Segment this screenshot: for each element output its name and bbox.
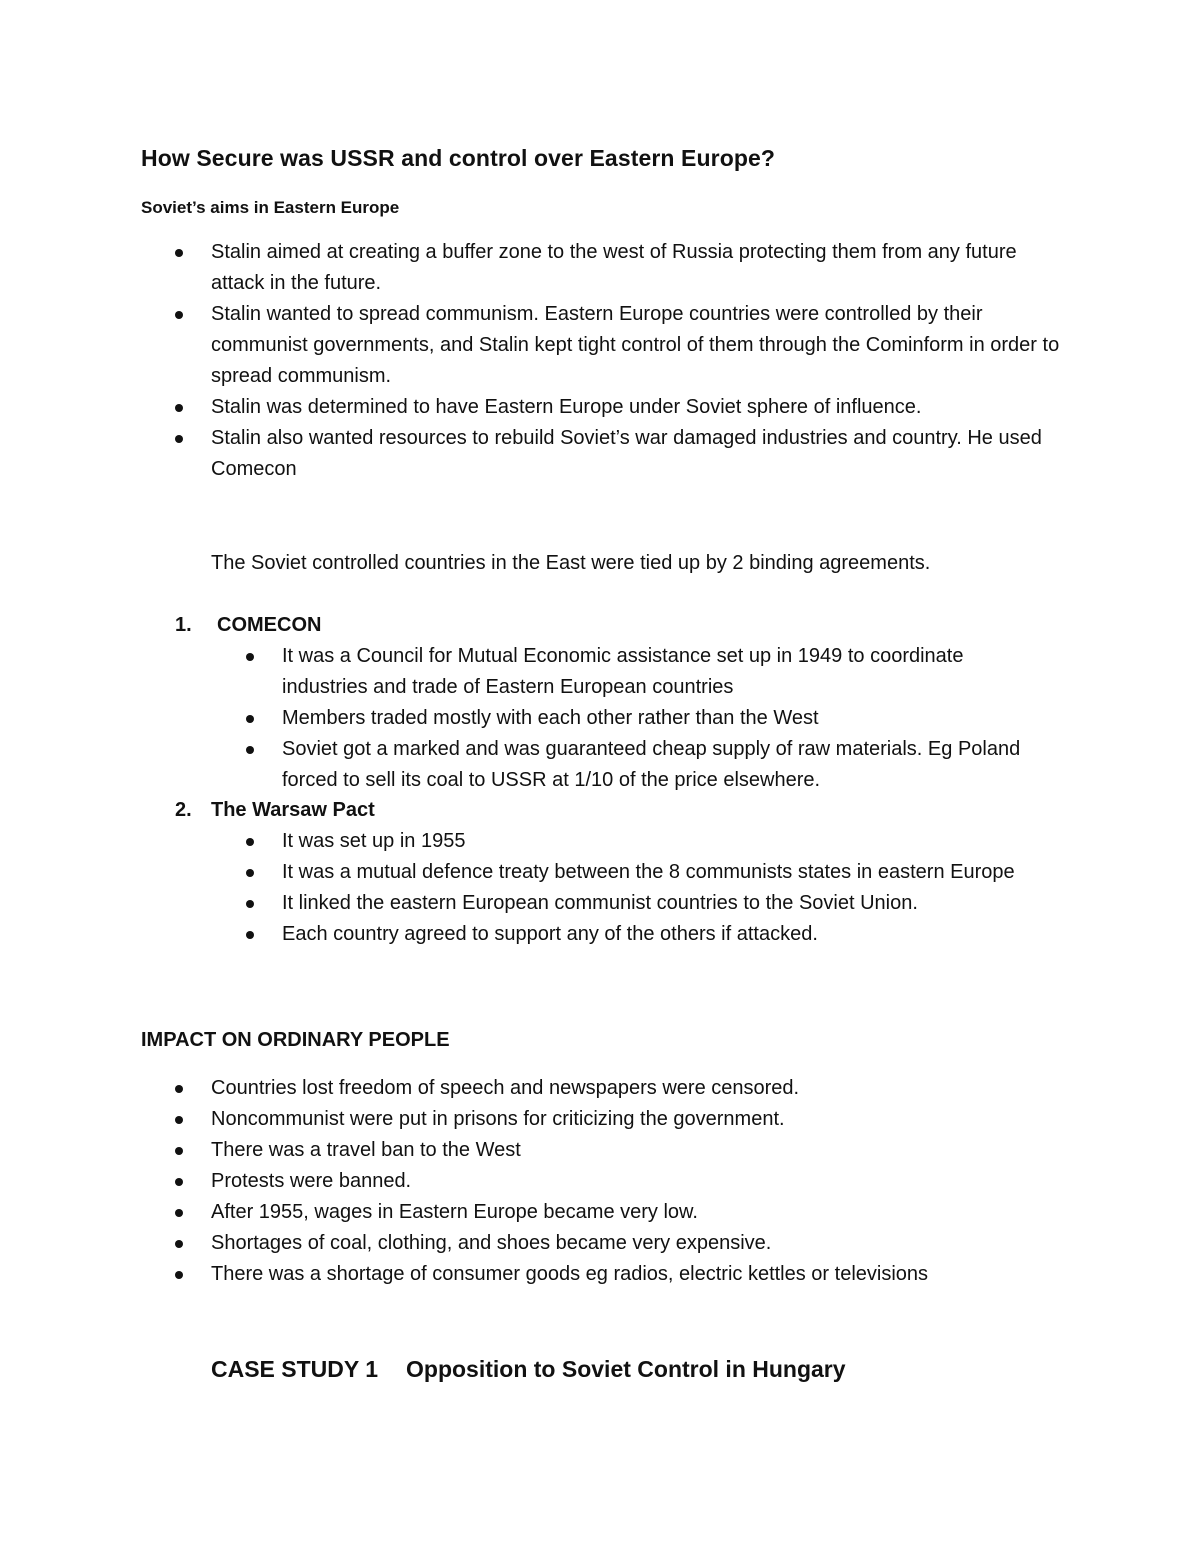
list-item: Protests were banned. [141,1166,1071,1197]
list-item: There was a shortage of consumer goods eg radios, electric kettles or televisions [141,1259,1071,1290]
agreement-name: COMECON [217,614,322,636]
list-number: 2. [175,799,192,821]
bullet-icon [246,715,254,723]
bullet-icon [246,900,254,908]
page-title: How Secure was USSR and control over Eastern Europe? [141,145,776,171]
bullet-icon [175,249,183,257]
bullet-icon [175,1178,183,1186]
section-subtitle: Soviet’s aims in Eastern Europe [141,198,400,217]
bullet-icon [246,746,254,754]
list-item: Stalin also wanted resources to rebuild Soviet’s war damaged industries and country. He used Comecon [141,423,1071,485]
list-item: It was set up in 1955 [212,826,1042,857]
warsaw-points [212,826,1042,950]
list-item: Shortages of coal, clothing, and shoes became very expensive. [141,1228,1071,1259]
list-item: Soviet got a marked and was guaranteed cheap supply of raw materials. Eg Poland forced to sell its coal to USSR at 1/10 of the price elsewhere. [212,734,1042,796]
list-item: Stalin aimed at creating a buffer zone to the west of Russia protecting them from any future attack in the future. [141,237,1071,299]
list-item: Noncommunist were put in prisons for criticizing the government. [141,1104,1071,1135]
list-item: Each country agreed to support any of the others if attacked. [212,919,1042,950]
list-item: There was a travel ban to the West [141,1135,1071,1166]
agreement-heading-comecon [175,610,575,641]
bullet-icon [175,311,183,319]
case-study-heading [211,1356,846,1383]
impact-list [141,1073,1071,1290]
comecon-points [212,641,1042,796]
bullet-icon [175,1147,183,1155]
bullet-icon [246,838,254,846]
bullet-icon [246,869,254,877]
list-item: Countries lost freedom of speech and newspapers were censored. [141,1073,1071,1104]
list-item: Members traded mostly with each other rather than the West [212,703,1042,734]
bullet-icon [175,1085,183,1093]
bullet-icon [175,1209,183,1217]
bullet-icon [246,931,254,939]
impact-heading: IMPACT ON ORDINARY PEOPLE [141,1029,450,1051]
bullet-icon [175,404,183,412]
bullet-icon [175,435,183,443]
list-item: Stalin wanted to spread communism. Eastern Europe countries were controlled by their communist governments, and Stalin kept tight control of them through the Cominform in order to spread communism. [141,299,1071,392]
bullet-icon [175,1116,183,1124]
bullet-icon [175,1271,183,1279]
list-item: Stalin was determined to have Eastern Europe under Soviet sphere of influence. [141,392,1071,423]
list-number: 1. [175,614,192,636]
agreement-name: The Warsaw Pact [211,799,375,821]
agreement-heading-warsaw [175,795,575,826]
case-study-label: CASE STUDY 1 [211,1356,379,1382]
bullet-icon [246,653,254,661]
agreements-intro: The Soviet controlled countries in the East were tied up by 2 binding agreements. [211,552,931,574]
aims-list [141,237,1071,485]
bullet-icon [175,1240,183,1248]
list-item: After 1955, wages in Eastern Europe became very low. [141,1197,1071,1228]
list-item: It was a Council for Mutual Economic assistance set up in 1949 to coordinate industries and trade of Eastern European countries [212,641,1042,703]
list-item: It was a mutual defence treaty between the 8 communists states in eastern Europe [212,857,1042,888]
case-study-title: Opposition to Soviet Control in Hungary [406,1356,846,1382]
list-item: It linked the eastern European communist countries to the Soviet Union. [212,888,1042,919]
